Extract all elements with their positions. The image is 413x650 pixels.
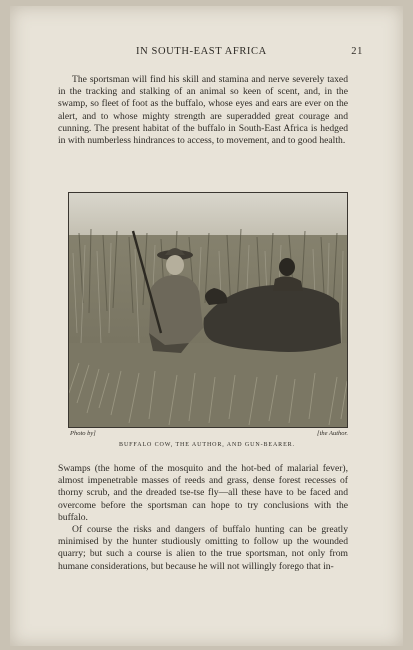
photo-credit-left: Photo by] xyxy=(70,430,96,437)
photo-credit-right: [the Author. xyxy=(317,430,348,437)
page-header xyxy=(66,46,363,60)
page-number: 21 xyxy=(351,46,363,57)
photo-illustration xyxy=(69,193,347,427)
photo-credits xyxy=(70,430,348,440)
paragraph-1: The sportsman will find his skill and stamina and nerve severely taxed in the tracking and stalking of an animal so keen of scent, and, in the swamp, so fleet of foot as the buffalo, whose eyes and ears are ever on the alert, and to whose mighty strength are superadded great courage and cunning. The present habitat of the buffalo in South-East Africa is hedged in with numberless hindrances to access, to movement, and to good health. xyxy=(58,74,348,147)
paragraph-3: Of course the risks and dangers of buffalo hunting can be greatly minimised by the hunter studiously omitting to follow up the wounded quarry; but such a course is alien to the true sportsman, not only from humane considerations, but because he will not willingly forego that in- xyxy=(58,524,348,572)
photograph xyxy=(68,192,348,428)
running-title: IN SOUTH-EAST AFRICA xyxy=(136,46,267,57)
gun-bearer xyxy=(279,258,295,276)
book-page xyxy=(10,6,403,646)
paragraph-2: Swamps (the home of the mosquito and the hot-bed of malarial fever), almost impenetrable masses of reeds and grass, dense forest recesses of thorny scrub, and the dreaded tse-tse fly—all these have to be faced and overcome before the sportsman can hope to try conclusions with the buffalo. xyxy=(58,463,348,523)
figure-caption: BUFFALO COW, THE AUTHOR, AND GUN-BEARER. xyxy=(119,442,295,448)
hunter-figure xyxy=(149,275,203,345)
